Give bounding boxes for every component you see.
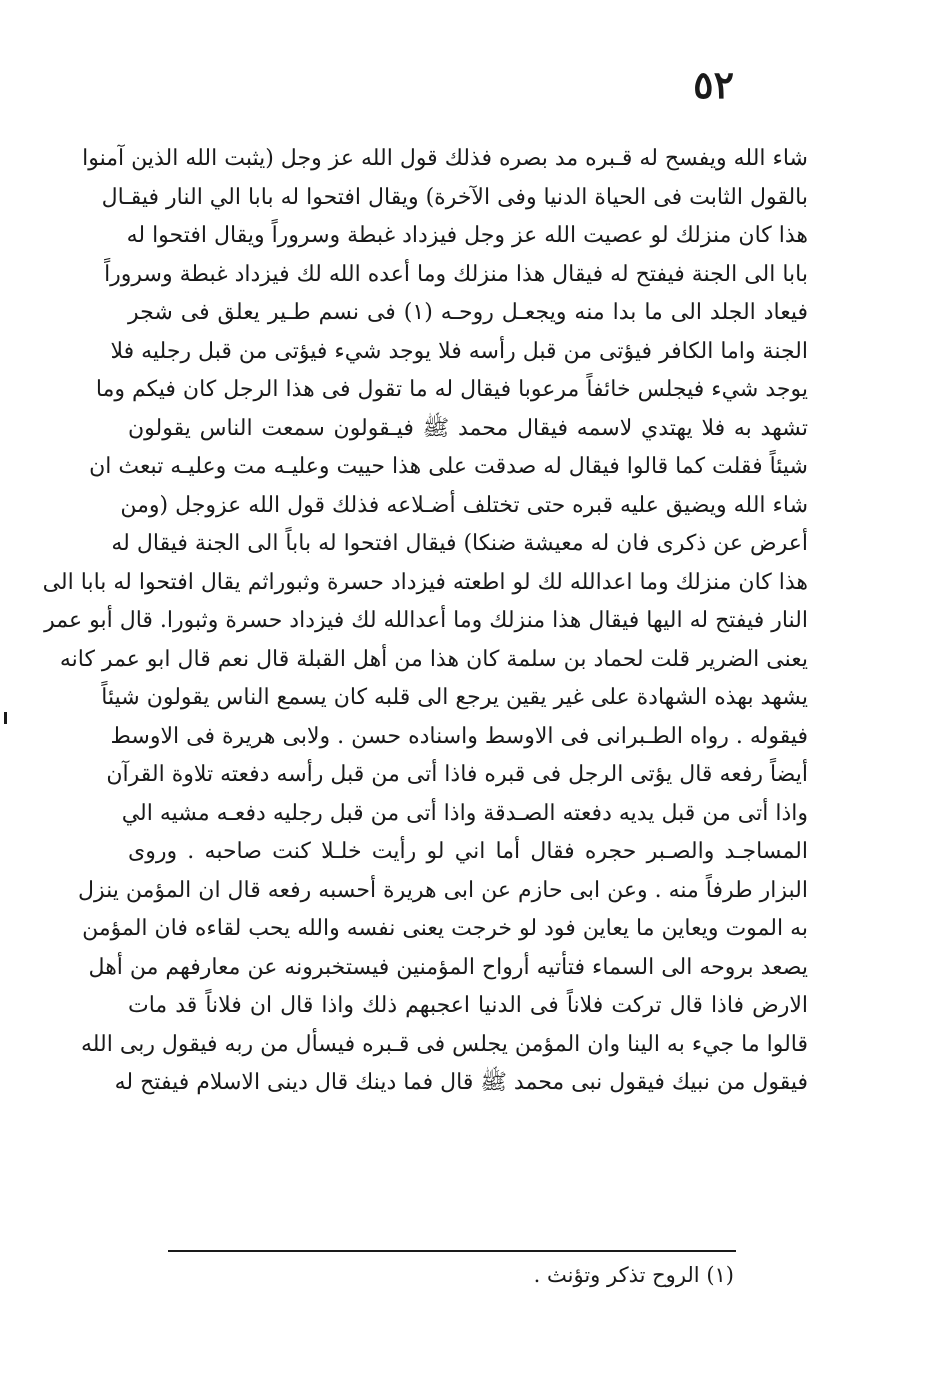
margin-mark <box>4 712 7 724</box>
text-line: بابا الى الجنة فيفتح له فيقال هذا منزلك وما أعده الله لك فيزداد غبطة وسروراً <box>104 261 808 287</box>
text-line: فيقوله . رواه الطـبرانى فى الاوسط واسناده حسن . ولابى هريرة فى الاوسط <box>110 723 808 749</box>
text-line: تشهد به فلا يهتدي لاسمه فيقال محمد ﷺ فيـقولون سمعت الناس يقولون <box>128 415 808 441</box>
text-line: يصعد بروحه الى السماء فتأتيه أرواح المؤمنين فيستخبرونه عن معارفهم من أهل <box>88 954 808 980</box>
text-line: أعرض عن ذكرى فان له معيشة ضنكا) فيقال افتحوا له باباً الى الجنة فيقال له <box>111 531 808 556</box>
text-line: البزار طرفاً منه . وعن ابى حازم عن ابى هريرة أحسبه رفعه قال ان المؤمن ينزل <box>77 877 808 903</box>
footnote-divider <box>168 1250 736 1252</box>
text-line: هذا كان منزلك وما اعدالله لك لو اطعته فيزداد حسرة وثبوراثم يقال افتحوا له بابا الى <box>42 569 808 595</box>
text-line: فيقول من نبيك فيقول نبى محمد ﷺ قال فما دينك قال دينى الاسلام فيفتح له <box>114 1070 808 1095</box>
text-line: شيئاً فقلت كما قالوا فيقال له صدقت على هذا حييت وعليـه مت وعليـه تبعث ان <box>89 454 808 479</box>
text-line: النار فيفتح له اليها فيقال هذا منزلك وما أعدالله لك فيزداد حسرة وثبورا. قال أبو عمر <box>44 608 808 633</box>
text-line: به الموت ويعاين ما يعاين فود لو خرجت يعنى نفسه والله يحب لقاءه فان المؤمن <box>82 916 808 941</box>
text-line: شاء الله ويفسح له قـبره مد بصره فذلك قول الله عز وجل (يثبت الله الذين آمنوا <box>82 146 808 171</box>
text-line: أيضاً رفعه قال يؤتى الرجل فى قبره فاذا أتى من قبل رأسه دفعته تلاوة القرآن <box>106 762 808 787</box>
text-line: يشهد بهذه الشهادة على غير يقين يرجع الى قلبه كان يسمع الناس يقولون شيئاً <box>101 685 808 710</box>
text-line: يعنى الضرير قلت لحماد بن سلمة كان هذا من أهل القبلة قال نعم قال ابو عمر كانه <box>59 646 808 672</box>
text-line: قالوا ما جيء به الينا وان المؤمن يجلس فى قـبره فيسأل من ربه فيقول ربى الله <box>80 1031 808 1057</box>
text-line: بالقول الثابت فى الحياة الدنيا وفى الآخرة) ويقال افتحوا له بابا الي النار فيقـال <box>101 184 808 210</box>
text-line: الارض فاذا قال تركت فلاناً فى الدنيا اعجبهم ذلك واذا قال ان فلاناً قد مات <box>128 993 808 1018</box>
page-number: ٥٢ <box>693 62 734 107</box>
footnote: (١) الروح تذكر وتؤنث . <box>533 1263 734 1287</box>
text-line: واذا أتى من قبل يديه دفعته الصـدقة واذا أتى من قبل رجليه دفعـه مشيه الي <box>121 800 808 826</box>
text-line: يوجد شيء فيجلس خائفاً مرعوبا فيقال له ما تقول فى هذا الرجل كان فيكم وما <box>95 377 808 402</box>
body-text <box>42 140 809 1103</box>
text-line: فيعاد الجلد الى ما بدا منه ويجعـل روحـه (١) فى نسم طـير يعلق فى شجر <box>128 300 809 325</box>
text-line: الجنة واما الكافر فيؤتى من قبل رأسه فلا يوجد شيء فيؤتى من قبل رجليه فلا <box>110 338 808 364</box>
text-line: المساجـد والصـبر حجره فقال أما اني لو رأيت خلـلا كنت صاحبه . وروى <box>128 839 808 864</box>
text-line: شاء الله ويضيق عليه قبره حتى تختلف أضـلاعه فذلك قول الله عزوجل (ومن <box>120 492 808 518</box>
text-line: هذا كان منزلك لو عصيت الله عز وجل فيزداد غبطة وسروراً ويقال افتحوا له <box>126 223 808 248</box>
